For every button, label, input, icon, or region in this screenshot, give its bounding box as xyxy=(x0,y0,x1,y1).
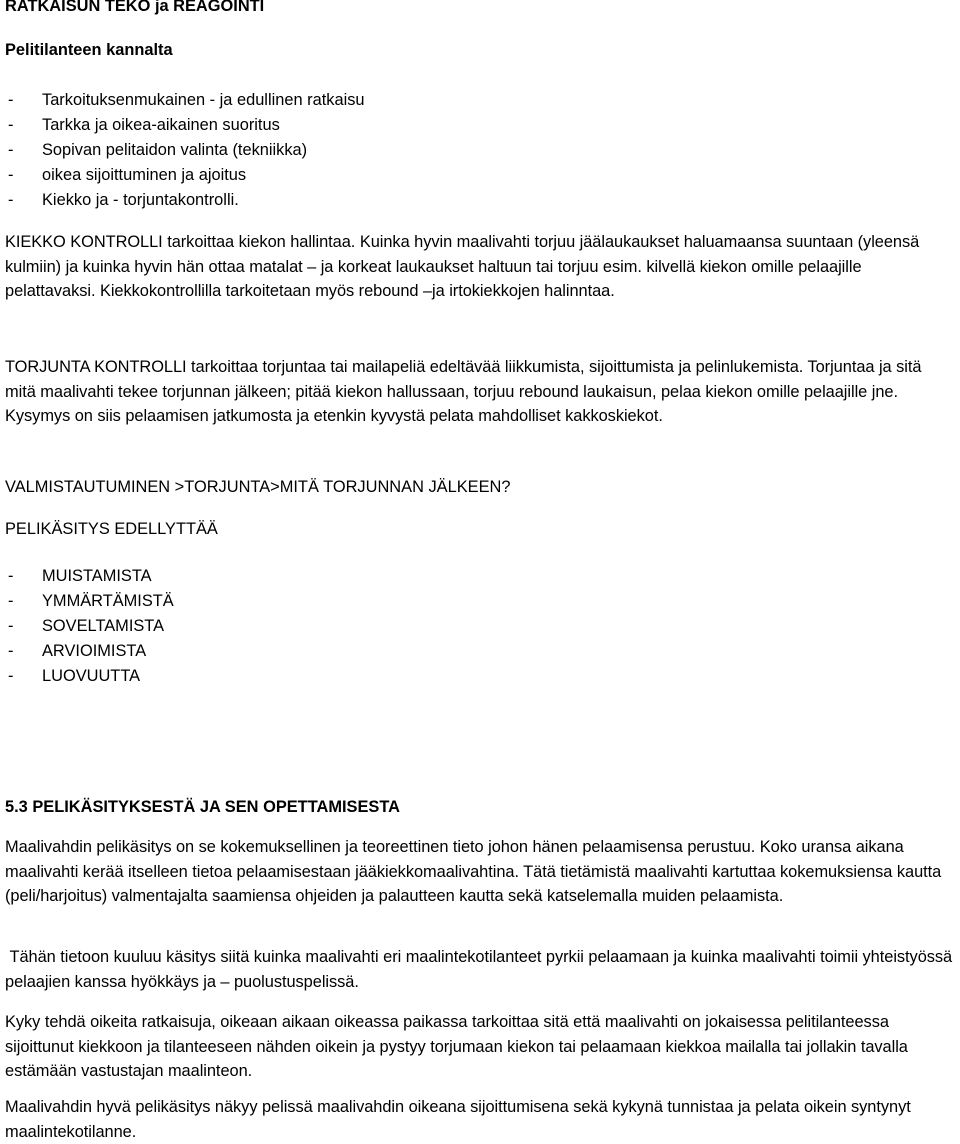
paragraph-kiekko-kontrolli: KIEKKO KONTROLLI tarkoittaa kiekon hallintaa. Kuinka hyvin maalivahti torjuu jäälaukaukset haluamaansa suuntaan (yleensä kulmiin) ja kuinka hyvin hän ottaa matalat – ja korkeat laukaukset haltuun tai torjuu esim. kilvellä kiekon omille pelaajille pelattavaksi. Kiekkokontrollilla tarkoitetaan myös rebound –ja irtokiekkojen halinntaa. xyxy=(5,233,920,301)
requirements-list xyxy=(5,88,956,213)
paragraph-1: Maalivahdin pelikäsitys on se kokemuksellinen ja teoreettinen tieto johon hänen pelaamisensa perustuu. Koko uransa aikana maalivahti kerää itselleen tietoa pelaamisestaan jääkiekkomaalivahtina. Tätä tietämistä maalivahti kartuttaa kokemuksiensa kautta (peli/harjoitus) valmentajalta saamiensa ohjeiden ja palautteen kautta sekä katselemalla muiden pelaamista. xyxy=(5,838,942,906)
line-valmistautuminen: VALMISTAUTUMINEN >TORJUNTA>MITÄ TORJUNNAN JÄLKEEN? xyxy=(5,478,511,496)
paragraph-4: Maalivahdin hyvä pelikäsitys näkyy pelissä maalivahdin oikeana sijoittumisena sekä kykynä tunnistaa ja pelata oikein syntynyt maalintekotilanne. xyxy=(5,1098,911,1141)
list-item: - MUISTAMISTA xyxy=(5,564,956,589)
section-heading: 5.3 PELIKÄSITYKSESTÄ JA SEN OPETTAMISESTA xyxy=(5,798,400,816)
paragraph-torjunta-kontrolli: TORJUNTA KONTROLLI tarkoittaa torjuntaa tai mailapeliä edeltävää liikkumista, sijoittumista ja pelinlukemista. Torjuntaa ja sitä mitä maalivahti tekee torjunnan jälkeen; pitää kiekon hallussaan, torjuu rebound laukaisun, pelaa kiekon omille pelaajille jne. Kysymys on siis pelaamisen jatkumosta ja etenkin kyvystä pelata mahdolliset kakkoskiekot. xyxy=(5,358,922,426)
subheading: Pelitilanteen kannalta xyxy=(5,41,173,59)
paragraph-2: Tähän tietoon kuuluu käsitys siitä kuinka maalivahti eri maalintekotilanteet pyrkii pelaamaan ja kuinka maalivahti toimii yhteistyössä pelaajien kanssa hyökkäys ja – puolustuspelissä. xyxy=(5,948,957,991)
top-heading: RATKAISUN TEKO ja REAGOINTI xyxy=(5,0,265,15)
list-item: - ARVIOIMISTA xyxy=(5,639,956,664)
list-item: - LUOVUUTTA xyxy=(5,664,956,689)
paragraph-3: Kyky tehdä oikeita ratkaisuja, oikeaan aikaan oikeassa paikassa tarkoittaa sitä että maalivahti on jokaisessa pelitilanteessa sijoittunut kiekkoon ja tilanteeseen nähden oikein ja pystyy torjumaan kiekon tai pelaamaan kiekkoa mailalla tai jollakin tavalla estämään vastustajan maalinteon. xyxy=(5,1013,908,1081)
list-item: - YMMÄRTÄMISTÄ xyxy=(5,589,956,614)
list-item: - SOVELTAMISTA xyxy=(5,614,956,639)
list-item: - Tarkoituksenmukainen - ja edullinen ratkaisu xyxy=(5,88,956,113)
list-item: - Kiekko ja - torjuntakontrolli. xyxy=(5,188,956,213)
skills-list xyxy=(5,564,956,689)
list-item: - oikea sijoittuminen ja ajoitus xyxy=(5,163,956,188)
line-pelikasitys: PELIKÄSITYS EDELLYTTÄÄ xyxy=(5,520,218,538)
list-item: - Tarkka ja oikea-aikainen suoritus xyxy=(5,113,956,138)
list-item: - Sopivan pelitaidon valinta (tekniikka) xyxy=(5,138,956,163)
